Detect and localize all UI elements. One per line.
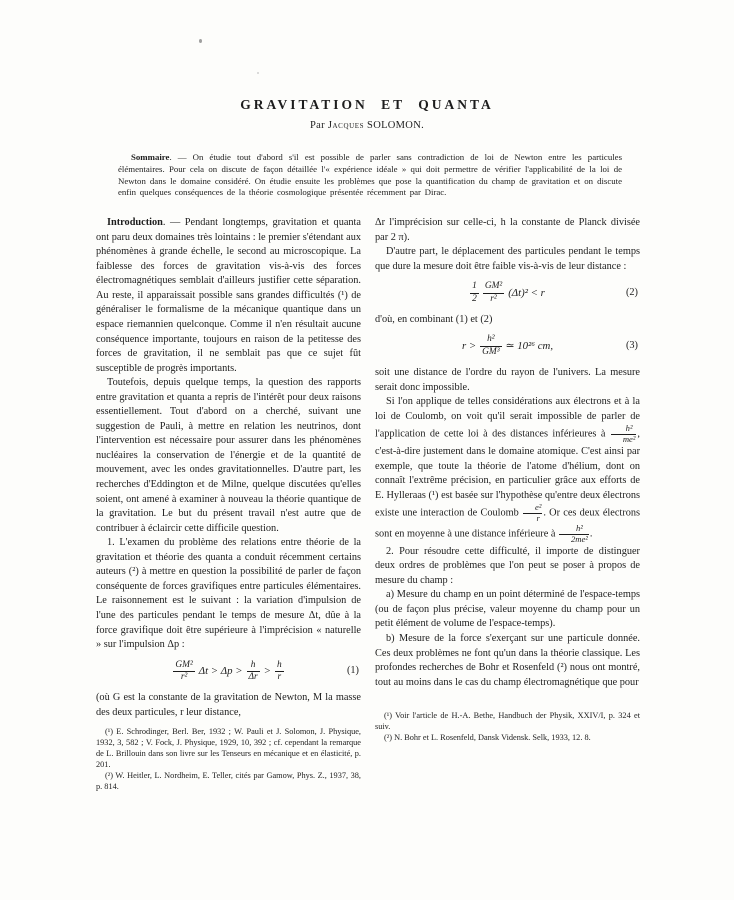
- left-column: [96, 216, 361, 793]
- fraction: [173, 660, 194, 684]
- equation-3: [375, 334, 640, 358]
- fraction-numerator: h²: [611, 424, 637, 435]
- fraction-denominator: 2: [472, 293, 477, 304]
- fraction: [480, 334, 501, 358]
- paragraph: Toutefois, depuis quelque temps, la question des rapports entre gravitation et quanta a repris de l'intérêt pour deux raisons essentiellement. Tout d'abord on a cherché, suivant une suggestion de Pauli, à mettre en relation les neutrinos, dont l'intervention est nécessaire pour assurer dans les phénomènes nucléaires la conservation de l'énergie et de la quantité de mouvement, avec les ondes gravitationnelles. D'autre part, les recherches d'Eddington et de Milne, quelque discutées qu'elles soient, ont amené à examiner à nouveau la théorie quantique de la gravitation. Le but du présent travail n'est autre que de contribuer à éclaircir cette difficile question.: [96, 377, 361, 534]
- footnote: (¹) E. Schrodinger, Berl. Ber, 1932 ; W. Pauli et J. Solomon, J. Physique, 1932, 3, 582 ; V. Fock, J. Physique, 1929, 10, 392 ; cf. cependant la remarque de L. Brillouin dans son livre sur les Tenseurs en mécanique et en élasticité, p. 201.: [96, 727, 361, 769]
- equation-term: Δt > Δp >: [198, 665, 243, 678]
- intro-paragraph: [96, 216, 361, 376]
- equation-1: [96, 660, 361, 684]
- item-a-paragraph: a) Mesure du champ en un point déterminé de l'espace-temps (ou de façon plus précise, valeur moyenne du champ pour un petit élément de volume de l'espace-temps).: [375, 589, 640, 630]
- fraction-numerator: e²: [523, 503, 542, 514]
- author-last-name: SOLOMON.: [364, 120, 424, 131]
- fraction-denominator: r²: [490, 293, 497, 304]
- fraction: [483, 281, 504, 305]
- footnote: (²) W. Heitler, L. Nordheim, E. Teller, cités par Gamow, Phys. Z., 1937, 38, p. 814.: [96, 770, 361, 791]
- equation-number: (2): [625, 286, 638, 298]
- byline: [0, 120, 734, 131]
- paragraph-text: , c'est-à-dire justement dans le domaine atomique. C'est ainsi par exemple, que toute la théorie de l'atome d'hélium, dont on connaît l'extrême précision, en particulier grâce aux efforts de E. Hylleraas (¹) est basée sur l'hypothèse qu'entre deux électrons existe une interaction de Coulomb: [375, 428, 640, 519]
- two-column-body: [96, 216, 640, 793]
- equation-term: (Δt)² < r: [508, 286, 545, 299]
- fraction: [275, 660, 284, 684]
- paragraph-text: Si l'on applique de telles considérations aux électrons et à la loi de Coulomb, on voit qu'il serait impossible de parler de l'application de cette loi à des distances inférieures à: [375, 396, 640, 440]
- fraction-denominator: me²: [622, 434, 636, 445]
- author-first-name: Jacques: [327, 120, 365, 131]
- abstract-label: Sommaire: [131, 152, 170, 162]
- right-footnotes: [375, 711, 640, 744]
- paragraph-text: .: [589, 528, 593, 540]
- abstract-block: [118, 152, 622, 199]
- inline-fraction: [523, 503, 542, 524]
- intro-separator: . —: [162, 217, 185, 229]
- equation-term: >: [263, 665, 271, 678]
- paragraph: Δr l'imprécision sur celle-ci, h la constante de Planck divisée par 2 π).: [375, 217, 640, 243]
- right-column: [375, 216, 640, 793]
- fraction-numerator: h²: [480, 334, 501, 346]
- paragraph-text: . Or ces deux électrons sont en moyenne à une distance inférieure à: [375, 507, 640, 540]
- paragraph: d'où, en combinant (1) et (2): [375, 313, 493, 325]
- section-1-paragraph: 1. L'examen du problème des relations entre théorie de la gravitation et théorie des quanta a conduit récemment certains auteurs (²) à mettre en question la possibilité de parler de façon conséquente de forces gravifiques entre particules élémentaires. Le raisonnement est le suivant : la variation d'impulsion de l'une des particules pendant le temps de mesure Δt, dûe à la force gravifique doit être supérieure à l'imprécision « naturelle » sur l'impulsion Δp :: [96, 537, 361, 651]
- fraction-numerator: 1: [470, 281, 479, 293]
- left-footnotes: [96, 727, 361, 792]
- paragraph: D'autre part, le déplacement des particules pendant le temps que dure la mesure doit être faible vis-à-vis de leur distance :: [375, 246, 640, 272]
- fraction-denominator: r²: [180, 671, 188, 682]
- abstract-paragraph: [118, 152, 622, 199]
- equation-number: (1): [346, 665, 359, 677]
- scan-speck: [199, 39, 202, 43]
- abstract-separator: . —: [169, 152, 193, 162]
- fraction-numerator: GM²: [483, 281, 504, 293]
- scan-speck: [257, 72, 259, 74]
- fraction: [247, 660, 260, 684]
- equation-1-body: [173, 660, 283, 684]
- fraction-denominator: Δr: [248, 671, 258, 682]
- fraction-numerator: h: [247, 660, 260, 672]
- section-2-paragraph: 2. Pour résoudre cette difficulté, il importe de distinguer deux ordres de problèmes que l'on peut se poser à propos de mesure du champ :: [375, 545, 640, 586]
- inline-fraction: [559, 524, 589, 545]
- footnote: (²) N. Bohr et L. Rosenfeld, Dansk Vidensk. Selk, 1933, 12. 8.: [384, 732, 591, 742]
- fraction-denominator: r: [277, 671, 282, 682]
- byline-prefix: Par: [310, 120, 328, 131]
- fraction: [470, 281, 479, 305]
- fraction-denominator: 2me²: [570, 533, 588, 544]
- intro-lead: Introduction: [107, 217, 163, 229]
- inline-fraction: [611, 424, 637, 445]
- paragraph: soit une distance de l'ordre du rayon de l'univers. La mesure serait donc impossible.: [375, 367, 640, 393]
- intro-text: Pendant longtemps, gravitation et quanta ont paru deux domaines très lointains : le premier s'étendant aux phénomènes à grande échelle, le second au microscopique. La faiblesse des forces de gravitation vis-à-vis des forces électromagnétiques semblait d'ailleurs justifier cette séparation. Au reste, il apparaissait possible sans grandes difficultés (¹) de généraliser le formalisme de la mécanique quantique dans un espace riemannien quelconque. Comme il n'en résultait aucune conséquence importante, toujours en raison de la petitesse des forces de gravitation, il ne semblait pas que ce sujet fût susceptible de progrès importants.: [96, 217, 361, 374]
- coulomb-paragraph: [375, 395, 640, 545]
- footnote: (¹) Voir l'article de H.-A. Bethe, Handbuch der Physik, XXIV/I, p. 324 et suiv.: [375, 711, 640, 732]
- fraction-denominator: r: [536, 513, 540, 524]
- equation-2-body: [470, 281, 545, 305]
- abstract-text: On étudie tout d'abord s'il est possible de parler sans contradiction de loi de Newton entre les particules élémentaires. Pour cela on discute de façon détaillée l'« expérience idéale » qui doit permettre de vérifier l'applicabilité de la loi de Newton dans le domaine considéré. On étudie ensuite les problèmes que pose la quantification du champ de gravitation et on discute enfin quelques conséquences de la théorie cosmologique présentée récemment par Dirac.: [118, 152, 622, 198]
- paper-header: [0, 0, 734, 131]
- equation-number: (3): [625, 339, 638, 351]
- paragraph: (où G est la constante de la gravitation de Newton, M la masse des deux particules, r leur distance,: [96, 692, 361, 718]
- fraction-denominator: GM³: [482, 346, 500, 357]
- equation-term: r >: [461, 339, 477, 352]
- equation-2: [375, 281, 640, 305]
- fraction-numerator: h: [275, 660, 284, 672]
- item-b-paragraph: b) Mesure de la force s'exerçant sur une particule donnée. Ces deux problèmes ne font qu'un dans la théorie classique. Les profondes recherches de Bohr et Rosenfeld (²) nous ont montré, tout au moins dans le cas du champ électromagnétique que pour: [375, 632, 640, 688]
- fraction-numerator: GM²: [173, 660, 194, 672]
- fraction-numerator: h²: [559, 524, 589, 535]
- paper-title: GRAVITATION ET QUANTA: [240, 97, 494, 112]
- equation-3-body: [462, 334, 553, 358]
- equation-term: ≃ 10²⁶ cm,: [505, 339, 554, 352]
